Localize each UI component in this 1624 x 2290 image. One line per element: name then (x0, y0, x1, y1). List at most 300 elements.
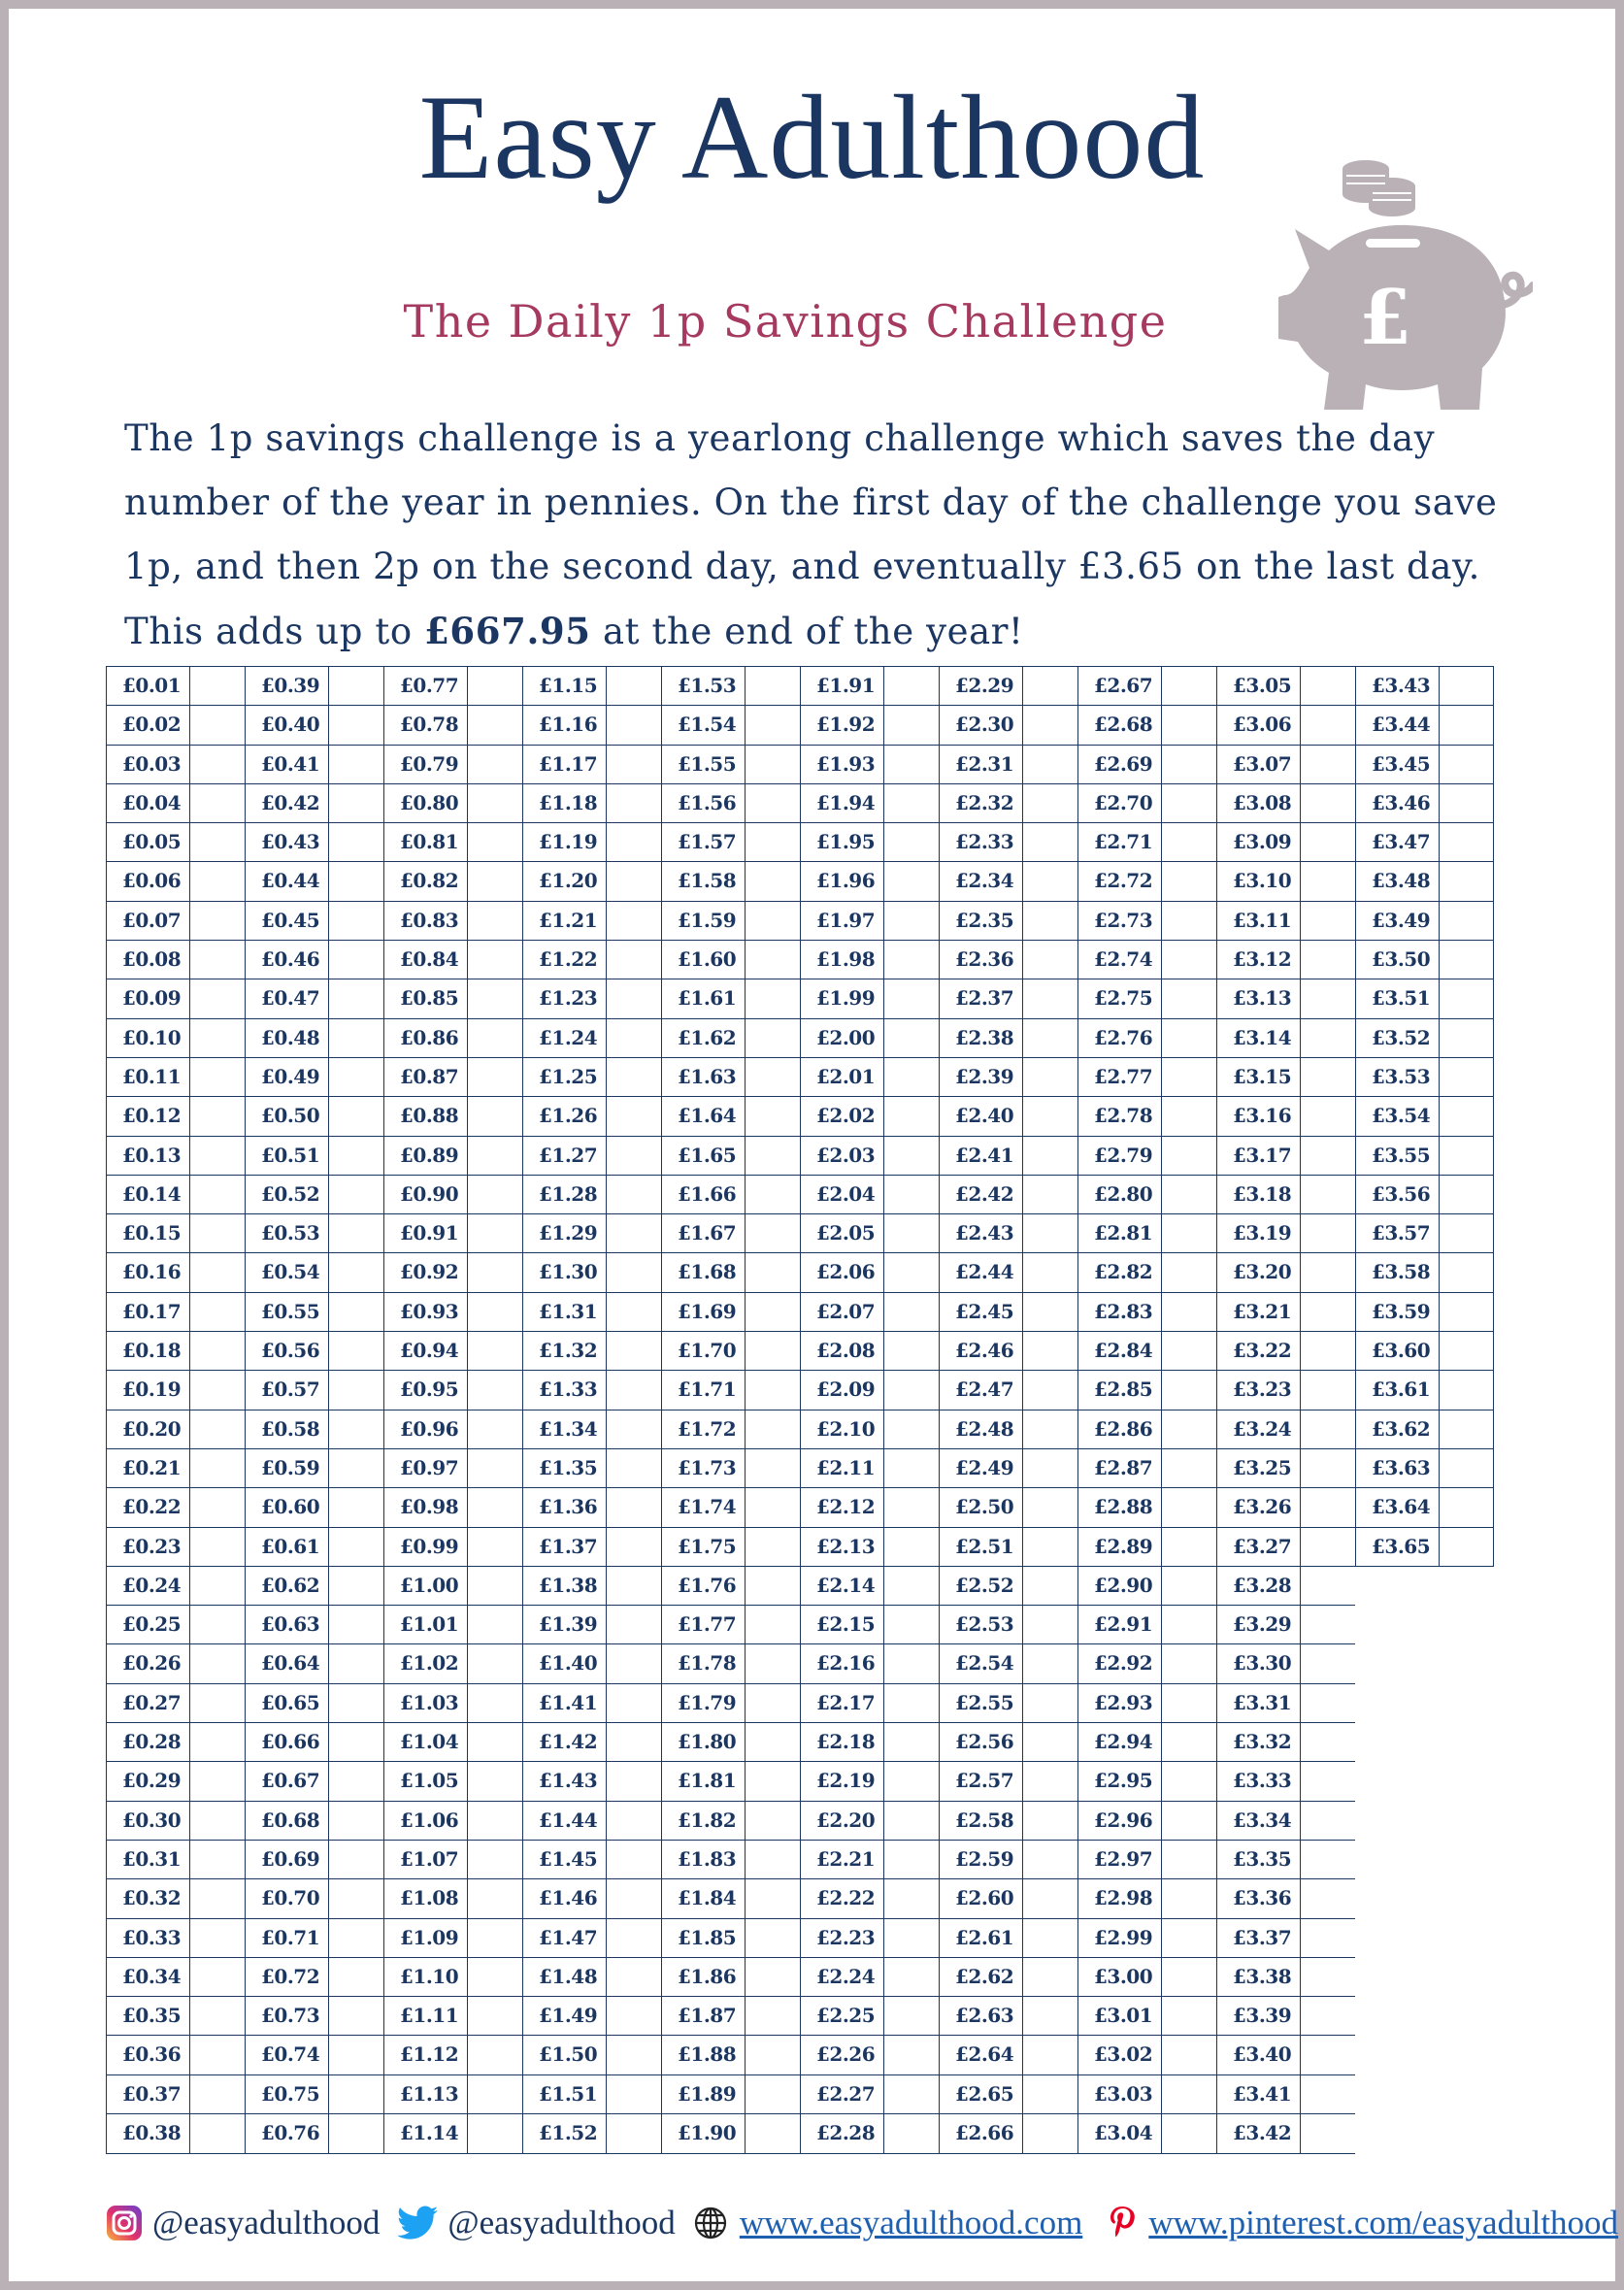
tick-box[interactable] (467, 1528, 522, 1566)
tick-box[interactable] (606, 1606, 661, 1643)
tick-box[interactable] (467, 1762, 522, 1800)
tick-box[interactable] (606, 1567, 661, 1605)
tick-box[interactable] (189, 1411, 245, 1448)
tick-box[interactable] (1161, 1176, 1216, 1213)
tick-box[interactable] (1161, 862, 1216, 900)
tick-box[interactable] (328, 979, 383, 1017)
tick-box[interactable] (189, 1841, 245, 1878)
tick-box[interactable] (189, 1684, 245, 1722)
tick-box[interactable] (189, 1332, 245, 1370)
tick-box[interactable] (328, 1253, 383, 1291)
tick-box[interactable] (1161, 2075, 1216, 2113)
tick-box[interactable] (189, 1019, 245, 1057)
tick-box[interactable] (467, 1488, 522, 1526)
tick-box[interactable] (606, 1488, 661, 1526)
tick-box[interactable] (1161, 1488, 1216, 1526)
tick-box[interactable] (189, 941, 245, 979)
tick-box[interactable] (1300, 1684, 1355, 1722)
tick-box[interactable] (1300, 1488, 1355, 1526)
tick-box[interactable] (1022, 1919, 1077, 1957)
tick-box[interactable] (189, 1644, 245, 1682)
tick-box[interactable] (467, 1958, 522, 1996)
tick-box[interactable] (606, 1723, 661, 1761)
tick-box[interactable] (606, 1019, 661, 1057)
tick-box[interactable] (328, 862, 383, 900)
tick-box[interactable] (1439, 1449, 1493, 1487)
tick-box[interactable] (606, 1958, 661, 1996)
tick-box[interactable] (883, 1293, 939, 1331)
tick-box[interactable] (1439, 706, 1493, 744)
tick-box[interactable] (467, 1919, 522, 1957)
tick-box[interactable] (1022, 1253, 1077, 1291)
tick-box[interactable] (606, 902, 661, 940)
tick-box[interactable] (328, 1606, 383, 1643)
tick-box[interactable] (189, 746, 245, 783)
tick-box[interactable] (745, 1137, 800, 1175)
tick-box[interactable] (606, 1762, 661, 1800)
tick-box[interactable] (328, 1879, 383, 1917)
tick-box[interactable] (745, 2036, 800, 2074)
tick-box[interactable] (1022, 1332, 1077, 1370)
tick-box[interactable] (745, 1919, 800, 1957)
tick-box[interactable] (189, 1097, 245, 1135)
tick-box[interactable] (1439, 1528, 1493, 1567)
tick-box[interactable] (1161, 1293, 1216, 1331)
tick-box[interactable] (1439, 784, 1493, 822)
tick-box[interactable] (1161, 941, 1216, 979)
twitter-handle[interactable]: @easyadulthood (447, 2204, 676, 2241)
tick-box[interactable] (1161, 1958, 1216, 1996)
tick-box[interactable] (467, 1802, 522, 1840)
tick-box[interactable] (883, 1567, 939, 1605)
tick-box[interactable] (1161, 1371, 1216, 1409)
tick-box[interactable] (1022, 1644, 1077, 1682)
tick-box[interactable] (1300, 1879, 1355, 1917)
tick-box[interactable] (1300, 1919, 1355, 1957)
tick-box[interactable] (1161, 784, 1216, 822)
tick-box[interactable] (328, 1097, 383, 1135)
tick-box[interactable] (189, 2114, 245, 2153)
tick-box[interactable] (745, 979, 800, 1017)
tick-box[interactable] (1022, 1371, 1077, 1409)
tick-box[interactable] (328, 1684, 383, 1722)
tick-box[interactable] (606, 706, 661, 744)
tick-box[interactable] (1161, 1997, 1216, 2035)
tick-box[interactable] (189, 902, 245, 940)
tick-box[interactable] (1022, 1097, 1077, 1135)
tick-box[interactable] (606, 1919, 661, 1957)
tick-box[interactable] (467, 1449, 522, 1487)
tick-box[interactable] (1300, 941, 1355, 979)
tick-box[interactable] (745, 1097, 800, 1135)
tick-box[interactable] (606, 2075, 661, 2113)
tick-box[interactable] (1300, 1644, 1355, 1682)
tick-box[interactable] (883, 1449, 939, 1487)
tick-box[interactable] (1161, 2036, 1216, 2074)
tick-box[interactable] (883, 1958, 939, 1996)
tick-box[interactable] (189, 1606, 245, 1643)
tick-box[interactable] (1022, 1723, 1077, 1761)
tick-box[interactable] (1300, 1802, 1355, 1840)
tick-box[interactable] (189, 1879, 245, 1917)
tick-box[interactable] (328, 823, 383, 861)
tick-box[interactable] (1022, 1958, 1077, 1996)
tick-box[interactable] (606, 667, 661, 705)
tick-box[interactable] (1022, 862, 1077, 900)
tick-box[interactable] (883, 979, 939, 1017)
tick-box[interactable] (606, 1449, 661, 1487)
tick-box[interactable] (606, 1332, 661, 1370)
tick-box[interactable] (1022, 1684, 1077, 1722)
tick-box[interactable] (328, 1176, 383, 1213)
tick-box[interactable] (606, 2114, 661, 2153)
tick-box[interactable] (189, 1488, 245, 1526)
tick-box[interactable] (1161, 1762, 1216, 1800)
tick-box[interactable] (328, 1528, 383, 1566)
tick-box[interactable] (1439, 1411, 1493, 1448)
tick-box[interactable] (1022, 1019, 1077, 1057)
tick-box[interactable] (467, 862, 522, 900)
tick-box[interactable] (1161, 1841, 1216, 1878)
tick-box[interactable] (883, 1723, 939, 1761)
tick-box[interactable] (189, 1137, 245, 1175)
tick-box[interactable] (467, 1879, 522, 1917)
tick-box[interactable] (1300, 784, 1355, 822)
twitter-bird-icon[interactable] (397, 2206, 438, 2240)
tick-box[interactable] (745, 902, 800, 940)
tick-box[interactable] (1161, 1879, 1216, 1917)
tick-box[interactable] (1161, 1528, 1216, 1566)
tick-box[interactable] (467, 1214, 522, 1252)
tick-box[interactable] (1022, 1879, 1077, 1917)
tick-box[interactable] (467, 1411, 522, 1448)
instagram-icon[interactable] (106, 2205, 143, 2241)
tick-box[interactable] (1300, 667, 1355, 705)
tick-box[interactable] (1300, 1528, 1355, 1566)
tick-box[interactable] (467, 1332, 522, 1370)
tick-box[interactable] (883, 1371, 939, 1409)
tick-box[interactable] (606, 1644, 661, 1682)
tick-box[interactable] (1161, 1567, 1216, 1605)
tick-box[interactable] (1439, 746, 1493, 783)
tick-box[interactable] (606, 784, 661, 822)
tick-box[interactable] (745, 1723, 800, 1761)
pinterest-icon[interactable] (1108, 2206, 1137, 2240)
tick-box[interactable] (883, 1528, 939, 1566)
tick-box[interactable] (1161, 1214, 1216, 1252)
tick-box[interactable] (883, 2075, 939, 2113)
tick-box[interactable] (328, 902, 383, 940)
tick-box[interactable] (606, 1176, 661, 1213)
tick-box[interactable] (189, 1371, 245, 1409)
tick-box[interactable] (1022, 667, 1077, 705)
tick-box[interactable] (745, 1293, 800, 1331)
tick-box[interactable] (1161, 1449, 1216, 1487)
tick-box[interactable] (1022, 1058, 1077, 1096)
tick-box[interactable] (745, 1332, 800, 1370)
tick-box[interactable] (328, 1841, 383, 1878)
tick-box[interactable] (745, 1214, 800, 1252)
tick-box[interactable] (1300, 1058, 1355, 1096)
tick-box[interactable] (189, 1528, 245, 1566)
tick-box[interactable] (606, 1214, 661, 1252)
tick-box[interactable] (1439, 1137, 1493, 1175)
tick-box[interactable] (1161, 979, 1216, 1017)
tick-box[interactable] (467, 1253, 522, 1291)
tick-box[interactable] (1161, 1919, 1216, 1957)
tick-box[interactable] (745, 784, 800, 822)
tick-box[interactable] (745, 1411, 800, 1448)
tick-box[interactable] (467, 1606, 522, 1643)
tick-box[interactable] (467, 2075, 522, 2113)
tick-box[interactable] (745, 1488, 800, 1526)
tick-box[interactable] (189, 1958, 245, 1996)
tick-box[interactable] (883, 1019, 939, 1057)
tick-box[interactable] (1300, 1214, 1355, 1252)
tick-box[interactable] (1022, 1137, 1077, 1175)
tick-box[interactable] (883, 941, 939, 979)
tick-box[interactable] (883, 1176, 939, 1213)
tick-box[interactable] (1161, 823, 1216, 861)
tick-box[interactable] (1022, 784, 1077, 822)
tick-box[interactable] (328, 1293, 383, 1331)
tick-box[interactable] (467, 667, 522, 705)
tick-box[interactable] (1022, 1841, 1077, 1878)
tick-box[interactable] (1161, 1723, 1216, 1761)
tick-box[interactable] (189, 1567, 245, 1605)
tick-box[interactable] (328, 667, 383, 705)
tick-box[interactable] (1161, 1332, 1216, 1370)
tick-box[interactable] (1300, 2036, 1355, 2074)
tick-box[interactable] (606, 823, 661, 861)
tick-box[interactable] (883, 667, 939, 705)
tick-box[interactable] (745, 1176, 800, 1213)
tick-box[interactable] (1300, 1841, 1355, 1878)
tick-box[interactable] (1161, 1253, 1216, 1291)
tick-box[interactable] (189, 2075, 245, 2113)
tick-box[interactable] (745, 823, 800, 861)
tick-box[interactable] (1439, 1488, 1493, 1526)
tick-box[interactable] (1161, 1606, 1216, 1643)
tick-box[interactable] (1300, 1293, 1355, 1331)
tick-box[interactable] (883, 1411, 939, 1448)
website-link[interactable]: www.easyadulthood.com (739, 2204, 1083, 2241)
tick-box[interactable] (467, 902, 522, 940)
tick-box[interactable] (1022, 1449, 1077, 1487)
tick-box[interactable] (745, 746, 800, 783)
tick-box[interactable] (1022, 1802, 1077, 1840)
tick-box[interactable] (1439, 941, 1493, 979)
tick-box[interactable] (1022, 2114, 1077, 2153)
tick-box[interactable] (1161, 1058, 1216, 1096)
tick-box[interactable] (467, 1097, 522, 1135)
tick-box[interactable] (189, 784, 245, 822)
tick-box[interactable] (1300, 1137, 1355, 1175)
tick-box[interactable] (606, 979, 661, 1017)
tick-box[interactable] (606, 1137, 661, 1175)
tick-box[interactable] (1300, 1019, 1355, 1057)
tick-box[interactable] (1300, 2075, 1355, 2113)
instagram-handle[interactable]: @easyadulthood (152, 2204, 381, 2241)
tick-box[interactable] (1439, 1176, 1493, 1213)
tick-box[interactable] (606, 1684, 661, 1722)
tick-box[interactable] (1161, 746, 1216, 783)
tick-box[interactable] (467, 746, 522, 783)
tick-box[interactable] (745, 1567, 800, 1605)
tick-box[interactable] (745, 1684, 800, 1722)
tick-box[interactable] (328, 2114, 383, 2153)
tick-box[interactable] (883, 862, 939, 900)
tick-box[interactable] (745, 1019, 800, 1057)
tick-box[interactable] (1161, 902, 1216, 940)
tick-box[interactable] (1022, 746, 1077, 783)
tick-box[interactable] (328, 1488, 383, 1526)
tick-box[interactable] (1161, 1644, 1216, 1682)
tick-box[interactable] (189, 1997, 245, 2035)
tick-box[interactable] (1022, 1567, 1077, 1605)
tick-box[interactable] (883, 1097, 939, 1135)
tick-box[interactable] (883, 1919, 939, 1957)
tick-box[interactable] (1439, 1253, 1493, 1291)
tick-box[interactable] (1300, 1606, 1355, 1643)
tick-box[interactable] (328, 1411, 383, 1448)
tick-box[interactable] (606, 941, 661, 979)
tick-box[interactable] (189, 1449, 245, 1487)
tick-box[interactable] (606, 1802, 661, 1840)
tick-box[interactable] (189, 667, 245, 705)
tick-box[interactable] (883, 1488, 939, 1526)
tick-box[interactable] (606, 862, 661, 900)
tick-box[interactable] (1022, 823, 1077, 861)
tick-box[interactable] (745, 1253, 800, 1291)
tick-box[interactable] (745, 706, 800, 744)
tick-box[interactable] (467, 1841, 522, 1878)
tick-box[interactable] (1022, 1528, 1077, 1566)
tick-box[interactable] (328, 2036, 383, 2074)
tick-box[interactable] (1022, 1488, 1077, 1526)
tick-box[interactable] (1022, 1176, 1077, 1213)
tick-box[interactable] (467, 1644, 522, 1682)
tick-box[interactable] (328, 941, 383, 979)
tick-box[interactable] (328, 1644, 383, 1682)
tick-box[interactable] (328, 1332, 383, 1370)
tick-box[interactable] (883, 902, 939, 940)
tick-box[interactable] (1161, 1097, 1216, 1135)
tick-box[interactable] (1022, 1606, 1077, 1643)
tick-box[interactable] (328, 1137, 383, 1175)
tick-box[interactable] (883, 1762, 939, 1800)
tick-box[interactable] (883, 1802, 939, 1840)
tick-box[interactable] (1022, 941, 1077, 979)
tick-box[interactable] (745, 1958, 800, 1996)
tick-box[interactable] (467, 1137, 522, 1175)
tick-box[interactable] (1022, 1411, 1077, 1448)
tick-box[interactable] (328, 746, 383, 783)
tick-box[interactable] (1439, 1019, 1493, 1057)
tick-box[interactable] (1022, 1762, 1077, 1800)
tick-box[interactable] (1161, 1137, 1216, 1175)
tick-box[interactable] (1022, 1997, 1077, 2035)
tick-box[interactable] (883, 2036, 939, 2074)
tick-box[interactable] (606, 1411, 661, 1448)
tick-box[interactable] (467, 1371, 522, 1409)
tick-box[interactable] (1300, 1332, 1355, 1370)
tick-box[interactable] (189, 1919, 245, 1957)
tick-box[interactable] (883, 1644, 939, 1682)
tick-box[interactable] (1439, 862, 1493, 900)
tick-box[interactable] (467, 1058, 522, 1096)
tick-box[interactable] (1300, 2114, 1355, 2153)
tick-box[interactable] (1300, 823, 1355, 861)
tick-box[interactable] (1022, 902, 1077, 940)
tick-box[interactable] (1439, 1058, 1493, 1096)
tick-box[interactable] (1161, 667, 1216, 705)
tick-box[interactable] (189, 1293, 245, 1331)
tick-box[interactable] (467, 784, 522, 822)
tick-box[interactable] (467, 823, 522, 861)
tick-box[interactable] (467, 1176, 522, 1213)
tick-box[interactable] (745, 1879, 800, 1917)
tick-box[interactable] (1300, 1097, 1355, 1135)
tick-box[interactable] (1439, 1214, 1493, 1252)
tick-box[interactable] (189, 706, 245, 744)
tick-box[interactable] (883, 1841, 939, 1878)
tick-box[interactable] (883, 1684, 939, 1722)
tick-box[interactable] (1439, 1332, 1493, 1370)
tick-box[interactable] (883, 1997, 939, 2035)
tick-box[interactable] (883, 1137, 939, 1175)
tick-box[interactable] (883, 746, 939, 783)
tick-box[interactable] (606, 1058, 661, 1096)
tick-box[interactable] (745, 941, 800, 979)
tick-box[interactable] (328, 1449, 383, 1487)
tick-box[interactable] (606, 1528, 661, 1566)
tick-box[interactable] (745, 1997, 800, 2035)
tick-box[interactable] (1300, 1253, 1355, 1291)
tick-box[interactable] (745, 2075, 800, 2113)
tick-box[interactable] (1300, 1411, 1355, 1448)
tick-box[interactable] (189, 1058, 245, 1096)
tick-box[interactable] (883, 823, 939, 861)
tick-box[interactable] (467, 1684, 522, 1722)
tick-box[interactable] (745, 1802, 800, 1840)
tick-box[interactable] (883, 2114, 939, 2153)
tick-box[interactable] (883, 1879, 939, 1917)
tick-box[interactable] (1300, 706, 1355, 744)
tick-box[interactable] (745, 1058, 800, 1096)
tick-box[interactable] (189, 1214, 245, 1252)
tick-box[interactable] (745, 862, 800, 900)
tick-box[interactable] (1022, 1293, 1077, 1331)
tick-box[interactable] (1439, 902, 1493, 940)
tick-box[interactable] (1300, 1997, 1355, 2035)
tick-box[interactable] (328, 1958, 383, 1996)
tick-box[interactable] (1439, 823, 1493, 861)
tick-box[interactable] (883, 1606, 939, 1643)
tick-box[interactable] (1300, 1371, 1355, 1409)
tick-box[interactable] (1161, 1019, 1216, 1057)
tick-box[interactable] (745, 667, 800, 705)
tick-box[interactable] (883, 1214, 939, 1252)
tick-box[interactable] (467, 1019, 522, 1057)
tick-box[interactable] (1161, 1802, 1216, 1840)
tick-box[interactable] (467, 1997, 522, 2035)
tick-box[interactable] (745, 1528, 800, 1566)
tick-box[interactable] (467, 1293, 522, 1331)
tick-box[interactable] (467, 979, 522, 1017)
tick-box[interactable] (745, 2114, 800, 2153)
tick-box[interactable] (606, 746, 661, 783)
